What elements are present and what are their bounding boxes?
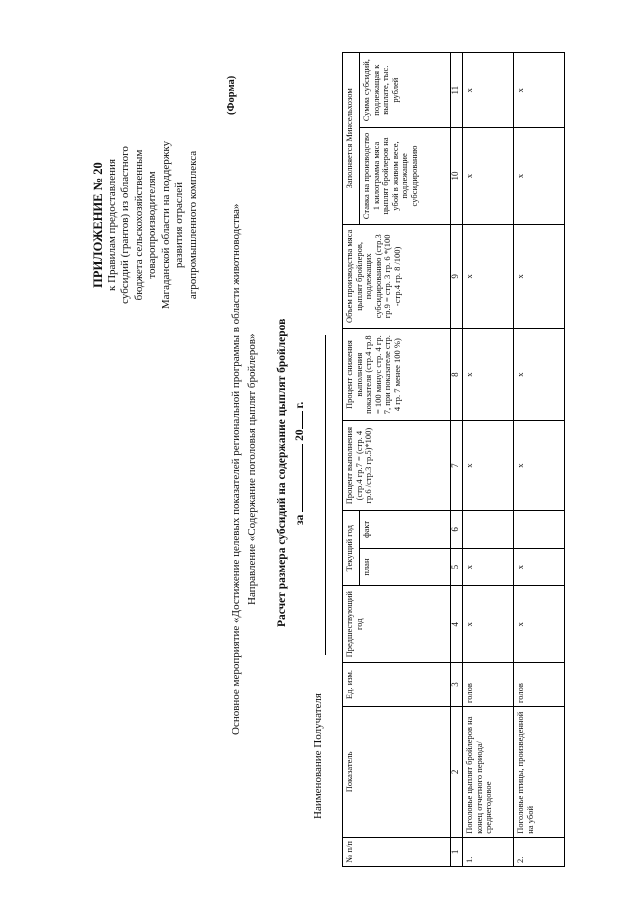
header-unit: Ед. изм.: [343, 663, 451, 707]
col-number: 7: [451, 421, 463, 511]
col-number: 10: [451, 128, 463, 224]
period-prefix: за: [294, 514, 306, 525]
subsidy-table: [342, 52, 565, 867]
recipient-field[interactable]: [325, 335, 326, 655]
col-number: 11: [451, 53, 463, 128]
row-c7[interactable]: х: [514, 421, 565, 511]
row-c11[interactable]: х: [463, 53, 514, 128]
row-c10[interactable]: х: [514, 128, 565, 224]
row-fact[interactable]: [463, 511, 514, 549]
appendix-line: бюджета сельскохозяйственным: [132, 149, 145, 301]
row-plan[interactable]: х: [463, 548, 514, 586]
header-rate: Ставка на производство 1 килограмма мяса цыплят бройлеров на убой в живом весе, подлежащие субсидированию: [360, 128, 451, 224]
row-c11[interactable]: х: [514, 53, 565, 128]
appendix-line: субсидий (грантов) из областного: [119, 146, 131, 304]
row-prev[interactable]: х: [514, 586, 565, 663]
col-number: 5: [451, 548, 463, 586]
col-number: 8: [451, 329, 463, 421]
row-prev[interactable]: х: [463, 586, 514, 663]
appendix-line: к Правилам предоставления: [105, 158, 118, 292]
appendix-title: ПРИЛОЖЕНИЕ № 20: [91, 162, 105, 288]
header-minselhoz: Заполняется Минсельхозом: [343, 53, 360, 225]
row-num: 2.: [514, 837, 565, 866]
period-blank[interactable]: [302, 444, 303, 512]
row-c8[interactable]: х: [463, 329, 514, 421]
table-header-row: [343, 53, 360, 867]
row-c7[interactable]: х: [463, 421, 514, 511]
row-plan[interactable]: х: [514, 548, 565, 586]
header-fact: факт: [360, 511, 451, 549]
row-c9[interactable]: х: [514, 224, 565, 329]
col-number: 2: [451, 707, 463, 838]
header-sum: Сумма субсидий, подлежащая к выплате, тыс. рублей: [360, 53, 451, 128]
year-blank[interactable]: [302, 411, 303, 429]
row-c10[interactable]: х: [463, 128, 514, 224]
calc-period: [294, 402, 306, 525]
appendix-line: развития отраслей: [173, 181, 185, 269]
appendix-line: товаропроизводителям: [146, 171, 158, 279]
header-volume: Объем производства мяса цыплят бройлеров, подлежащих субсидированию (стр.3 гр.9 = стр. 3 гр. 6 *(100 -стр.4 гр. 8 /100): [343, 224, 451, 329]
appendix-header: [92, 65, 200, 385]
row-indicator: Поголовье птицы, произведенной на убой: [514, 707, 565, 838]
calc-title: Расчет размера субсидий на содержание цыплят бройлеров: [276, 318, 288, 627]
period-year: 20: [294, 429, 306, 441]
period-suffix: г.: [294, 401, 306, 409]
header-pct-dec: Процент снижения выполнения показателя (стр.4 гр.8 = 100 минус стр. 4 гр. 7, при показателе стр. 4 гр. 7 менее 100 %): [343, 329, 451, 421]
table-row: [463, 53, 514, 867]
header-num: № п/п: [343, 837, 451, 866]
form-label: (Форма): [226, 75, 237, 115]
header-current-year: Текущий год: [343, 511, 360, 586]
column-numbers-row: [451, 53, 463, 867]
header-indicator: Показатель: [343, 707, 451, 838]
col-number: 9: [451, 224, 463, 329]
direction-line: Направление «Содержание поголовья цыплят бройлеров»: [246, 333, 258, 605]
appendix-line: Магаданской области на поддержку: [159, 140, 172, 310]
measure-line: Основное мероприятие «Достижение целевых показателей региональной программы в области животноводства»: [230, 203, 242, 735]
row-unit: голов: [514, 663, 565, 707]
header-prev-year: Предшествующий год: [343, 586, 451, 663]
row-num: 1.: [463, 837, 514, 866]
row-indicator: Поголовье цыплят бройлеров на конец отчетного периода/ среднегодовое: [463, 707, 514, 838]
col-number: 4: [451, 586, 463, 663]
row-c8[interactable]: х: [514, 329, 565, 421]
row-c9[interactable]: х: [463, 224, 514, 329]
col-number: 1: [451, 837, 463, 866]
appendix-line: агропромышленного комплекса: [186, 150, 199, 300]
col-number: 3: [451, 663, 463, 707]
header-pct-exec: Процент выполнения (стр.4 гр.7 = (стр. 4 гр.6 /стр.3 гр.5)*100): [343, 421, 451, 511]
recipient-label: Наименование Получателя: [312, 693, 324, 819]
col-number: 6: [451, 511, 463, 549]
row-fact[interactable]: [514, 511, 565, 549]
header-plan: план: [360, 548, 451, 586]
row-unit: голов: [463, 663, 514, 707]
table-row: [514, 53, 565, 867]
